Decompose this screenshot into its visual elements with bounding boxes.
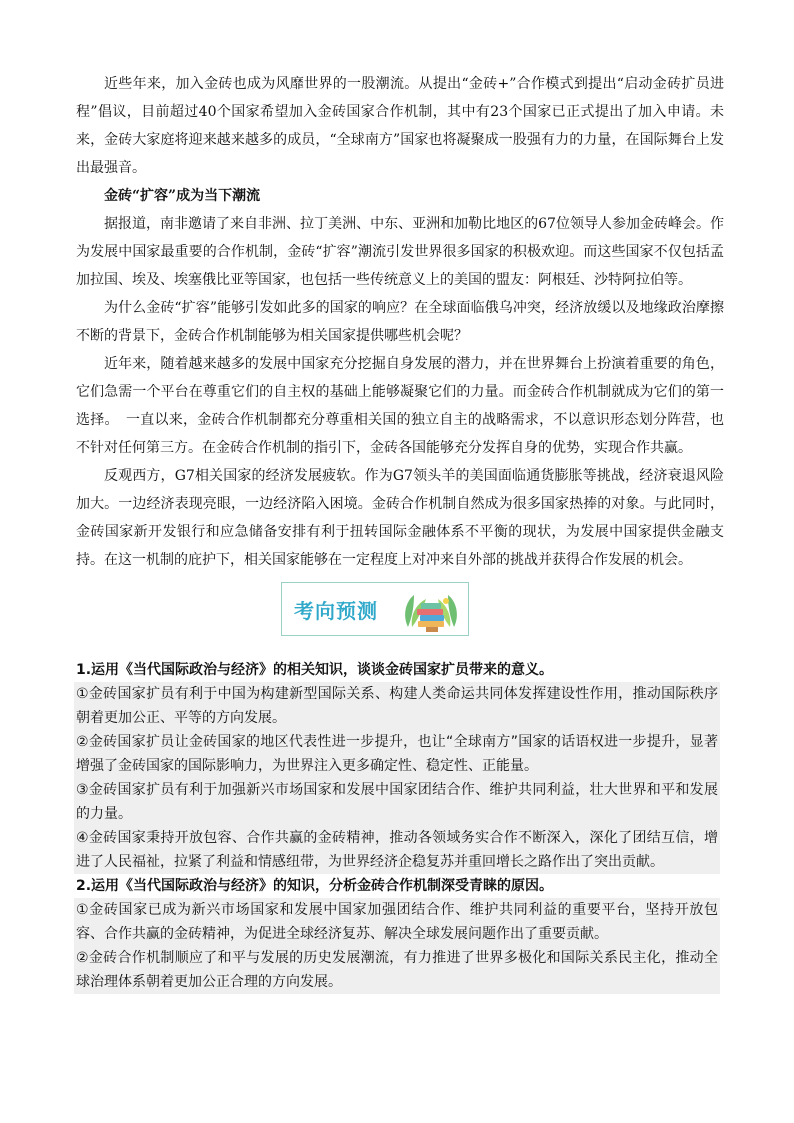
article-paragraph-2: 据报道，南非邀请了来自非洲、拉丁美洲、中东、亚洲和加勒比地区的67位领导人参加金砖峰会。作为发展中国家最重要的合作机制，金砖“扩容”潮流引发世界很多国家的积极欢迎。而这些国家不仅包括孟加拉国、埃及、埃塞俄比亚等国家，也包括一些传统意义上的美国的盟友：阿根廷、沙特阿拉伯等。: [76, 216, 724, 288]
books-plant-icon: [400, 587, 462, 633]
answer-2-1: ①金砖国家已成为新兴市场国家和发展中国家加强团结合作、维护共同利益的重要平台，坚持开放包容、合作共赢的金砖精神，为促进全球经济复苏、解决全球发展问题作出了重要贡献。: [74, 898, 720, 946]
article-paragraph-3: 为什么金砖“扩容”能够引发如此多的国家的响应？在全球面临俄乌冲突，经济放缓以及地缘政治摩擦不断的背景下，金砖合作机制能够为相关国家提供哪些机会呢？: [76, 300, 724, 344]
question-2: 2.运用《当代国际政治与经济》的知识，分析金砖合作机制深受青睐的原因。: [76, 878, 554, 894]
answer-1-3: ③金砖国家扩员有利于加强新兴市场国家和发展中国家团结合作、维护共同利益，壮大世界和平和发展的力量。: [74, 778, 720, 826]
question-1: 1.运用《当代国际政治与经济》的相关知识，谈谈金砖国家扩员带来的意义。: [76, 662, 554, 678]
section-banner: [281, 582, 469, 636]
answer-1-2: ②金砖国家扩员让金砖国家的地区代表性进一步提升，也让“全球南方”国家的话语权进一步提升，显著增强了金砖国家的国际影响力，为世界注入更多确定性、稳定性、正能量。: [74, 730, 720, 778]
banner-title: 考向预测: [294, 599, 378, 623]
article-body: [76, 70, 724, 574]
answer-2-2: ②金砖合作机制顺应了和平与发展的历史发展潮流，有力推进了世界多极化和国际关系民主化，推动全球治理体系朝着更加公正合理的方向发展。: [74, 946, 720, 994]
answer-1-4: ④金砖国家秉持开放包容、合作共赢的金砖精神，推动各领域务实合作不断深入，深化了团结互信，增进了人民福祉，拉紧了利益和情感纽带，为世界经济企稳复苏并重回增长之路作出了突出贡献。: [74, 826, 720, 874]
article-paragraph-4: 近年来，随着越来越多的发展中国家充分挖掘自身发展的潜力，并在世界舞台上扮演着重要的角色，它们急需一个平台在尊重它们的自主权的基础上能够凝聚它们的力量。而金砖合作机制就成为它们的第一选择。 一直以来，金砖合作机制都充分尊重相关国的独立自主的战略需求，不以意识形态划分阵营，也不针对任何第三方。在金砖合作机制的指引下，金砖各国能够充分发挥自身的优势，实现合作共赢。: [76, 356, 724, 456]
article-paragraph-5: 反观西方，G7相关国家的经济发展疲软。作为G7领头羊的美国面临通货膨胀等挑战，经济衰退风险加大。一边经济表现亮眼，一边经济陷入困境。金砖合作机制自然成为很多国家热捧的对象。与此同时，金砖国家新开发银行和应急储备安排有利于扭转国际金融体系不平衡的现状，为发展中国家提供金融支持。在这一机制的庇护下，相关国家能够在一定程度上对冲来自外部的挑战并获得合作发展的机会。: [76, 468, 724, 568]
article-heading: 金砖“扩容”成为当下潮流: [104, 188, 261, 204]
question-section: [74, 658, 720, 994]
answer-1-1: ①金砖国家扩员有利于中国为构建新型国际关系、构建人类命运共同体发挥建设性作用，推动国际秩序朝着更加公正、平等的方向发展。: [74, 682, 720, 730]
article-paragraph-1: 近些年来，加入金砖也成为风靡世界的一股潮流。从提出“金砖+”合作模式到提出“启动金砖扩员进程”倡议，目前超过40个国家希望加入金砖国家合作机制，其中有23个国家已正式提出了加入申请。未来，金砖大家庭将迎来越来越多的成员，“全球南方”国家也将凝聚成一股强有力的力量，在国际舞台上发出最强音。: [76, 76, 724, 176]
